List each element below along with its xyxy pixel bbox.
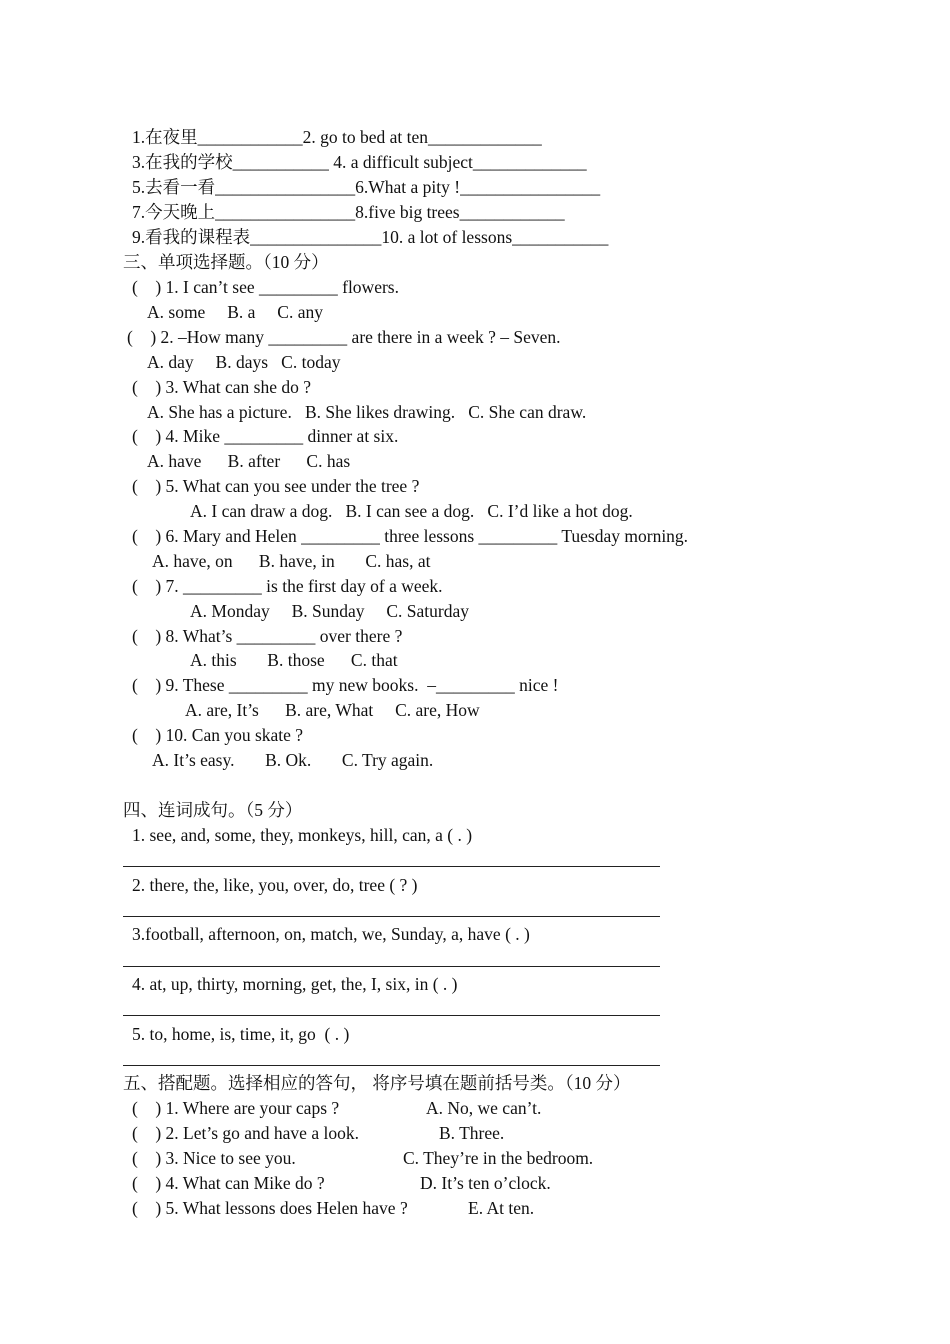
translation-line: 3.在我的学校___________ 4. a difficult subject_____________ (132, 152, 587, 172)
options-line: A. some B. a C. any (147, 302, 323, 322)
question-line: ( ) 10. Can you skate ? (132, 725, 304, 745)
answer-line[interactable] (123, 1015, 660, 1016)
translation-line: 9.看我的课程表_______________10. a lot of lessons___________ (132, 227, 609, 247)
match-answer: C. They’re in the bedroom. (403, 1148, 594, 1168)
options-line: A. I can draw a dog. B. I can see a dog. C. I’d like a hot dog. (190, 501, 633, 521)
match-question: ( ) 1. Where are your caps ? (132, 1098, 340, 1118)
options-line: A. day B. days C. today (147, 352, 341, 372)
match-question: ( ) 4. What can Mike do ? (132, 1173, 325, 1193)
match-question: ( ) 3. Nice to see you. (132, 1148, 296, 1168)
options-line: A. have, on B. have, in C. has, at (152, 551, 431, 571)
match-answer: E. At ten. (468, 1198, 535, 1218)
word-order-item: 2. there, the, like, you, over, do, tree ( ? ) (132, 875, 418, 895)
question-line: ( ) 4. Mike _________ dinner at six. (132, 426, 399, 446)
answer-line[interactable] (123, 916, 660, 917)
word-order-item: 1. see, and, some, they, monkeys, hill, can, a ( . ) (132, 825, 473, 845)
question-line: ( ) 5. What can you see under the tree ? (132, 476, 420, 496)
answer-line[interactable] (123, 1065, 660, 1066)
question-line: ( ) 3. What can she do ? (132, 377, 311, 397)
question-line: ( ) 9. These _________ my new books. –_________ nice ! (132, 675, 559, 695)
word-order-item: 5. to, home, is, time, it, go ( . ) (132, 1024, 350, 1044)
question-line: ( ) 1. I can’t see _________ flowers. (132, 277, 399, 297)
word-order-item: 4. at, up, thirty, morning, get, the, I, six, in ( . ) (132, 974, 458, 994)
options-line: A. It’s easy. B. Ok. C. Try again. (152, 750, 434, 770)
match-question: ( ) 2. Let’s go and have a look. (132, 1123, 359, 1143)
question-line: ( ) 6. Mary and Helen _________ three lessons _________ Tuesday morning. (132, 526, 689, 546)
question-line: ( ) 7. _________ is the first day of a week. (132, 576, 443, 596)
match-answer: D. It’s ten o’clock. (420, 1173, 551, 1193)
match-answer: B. Three. (439, 1123, 505, 1143)
answer-line[interactable] (123, 966, 660, 967)
translation-line: 5.去看一看________________6.What a pity !________________ (132, 177, 601, 197)
options-line: A. She has a picture. B. She likes drawing. C. She can draw. (147, 402, 587, 422)
options-line: A. Monday B. Sunday C. Saturday (190, 601, 470, 621)
section-title: 五、搭配题。选择相应的答句， 将序号填在题前括号类。（10 分） (123, 1073, 631, 1093)
section-title: 四、连词成句。（5 分） (123, 800, 303, 820)
translation-line: 7.今天晚上________________8.five big trees____________ (132, 202, 565, 222)
options-line: A. have B. after C. has (147, 451, 351, 471)
translation-line: 1.在夜里____________2. go to bed at ten_____________ (132, 127, 542, 147)
answer-line[interactable] (123, 866, 660, 867)
word-order-item: 3.football, afternoon, on, match, we, Sunday, a, have ( . ) (132, 924, 530, 944)
options-line: A. this B. those C. that (190, 650, 398, 670)
section-title: 三、单项选择题。（10 分） (123, 252, 329, 272)
question-line: ( ) 2. –How many _________ are there in a week ? – Seven. (127, 327, 561, 347)
match-answer: A. No, we can’t. (426, 1098, 542, 1118)
options-line: A. are, It’s B. are, What C. are, How (185, 700, 480, 720)
question-line: ( ) 8. What’s _________ over there ? (132, 626, 403, 646)
match-question: ( ) 5. What lessons does Helen have ? (132, 1198, 408, 1218)
